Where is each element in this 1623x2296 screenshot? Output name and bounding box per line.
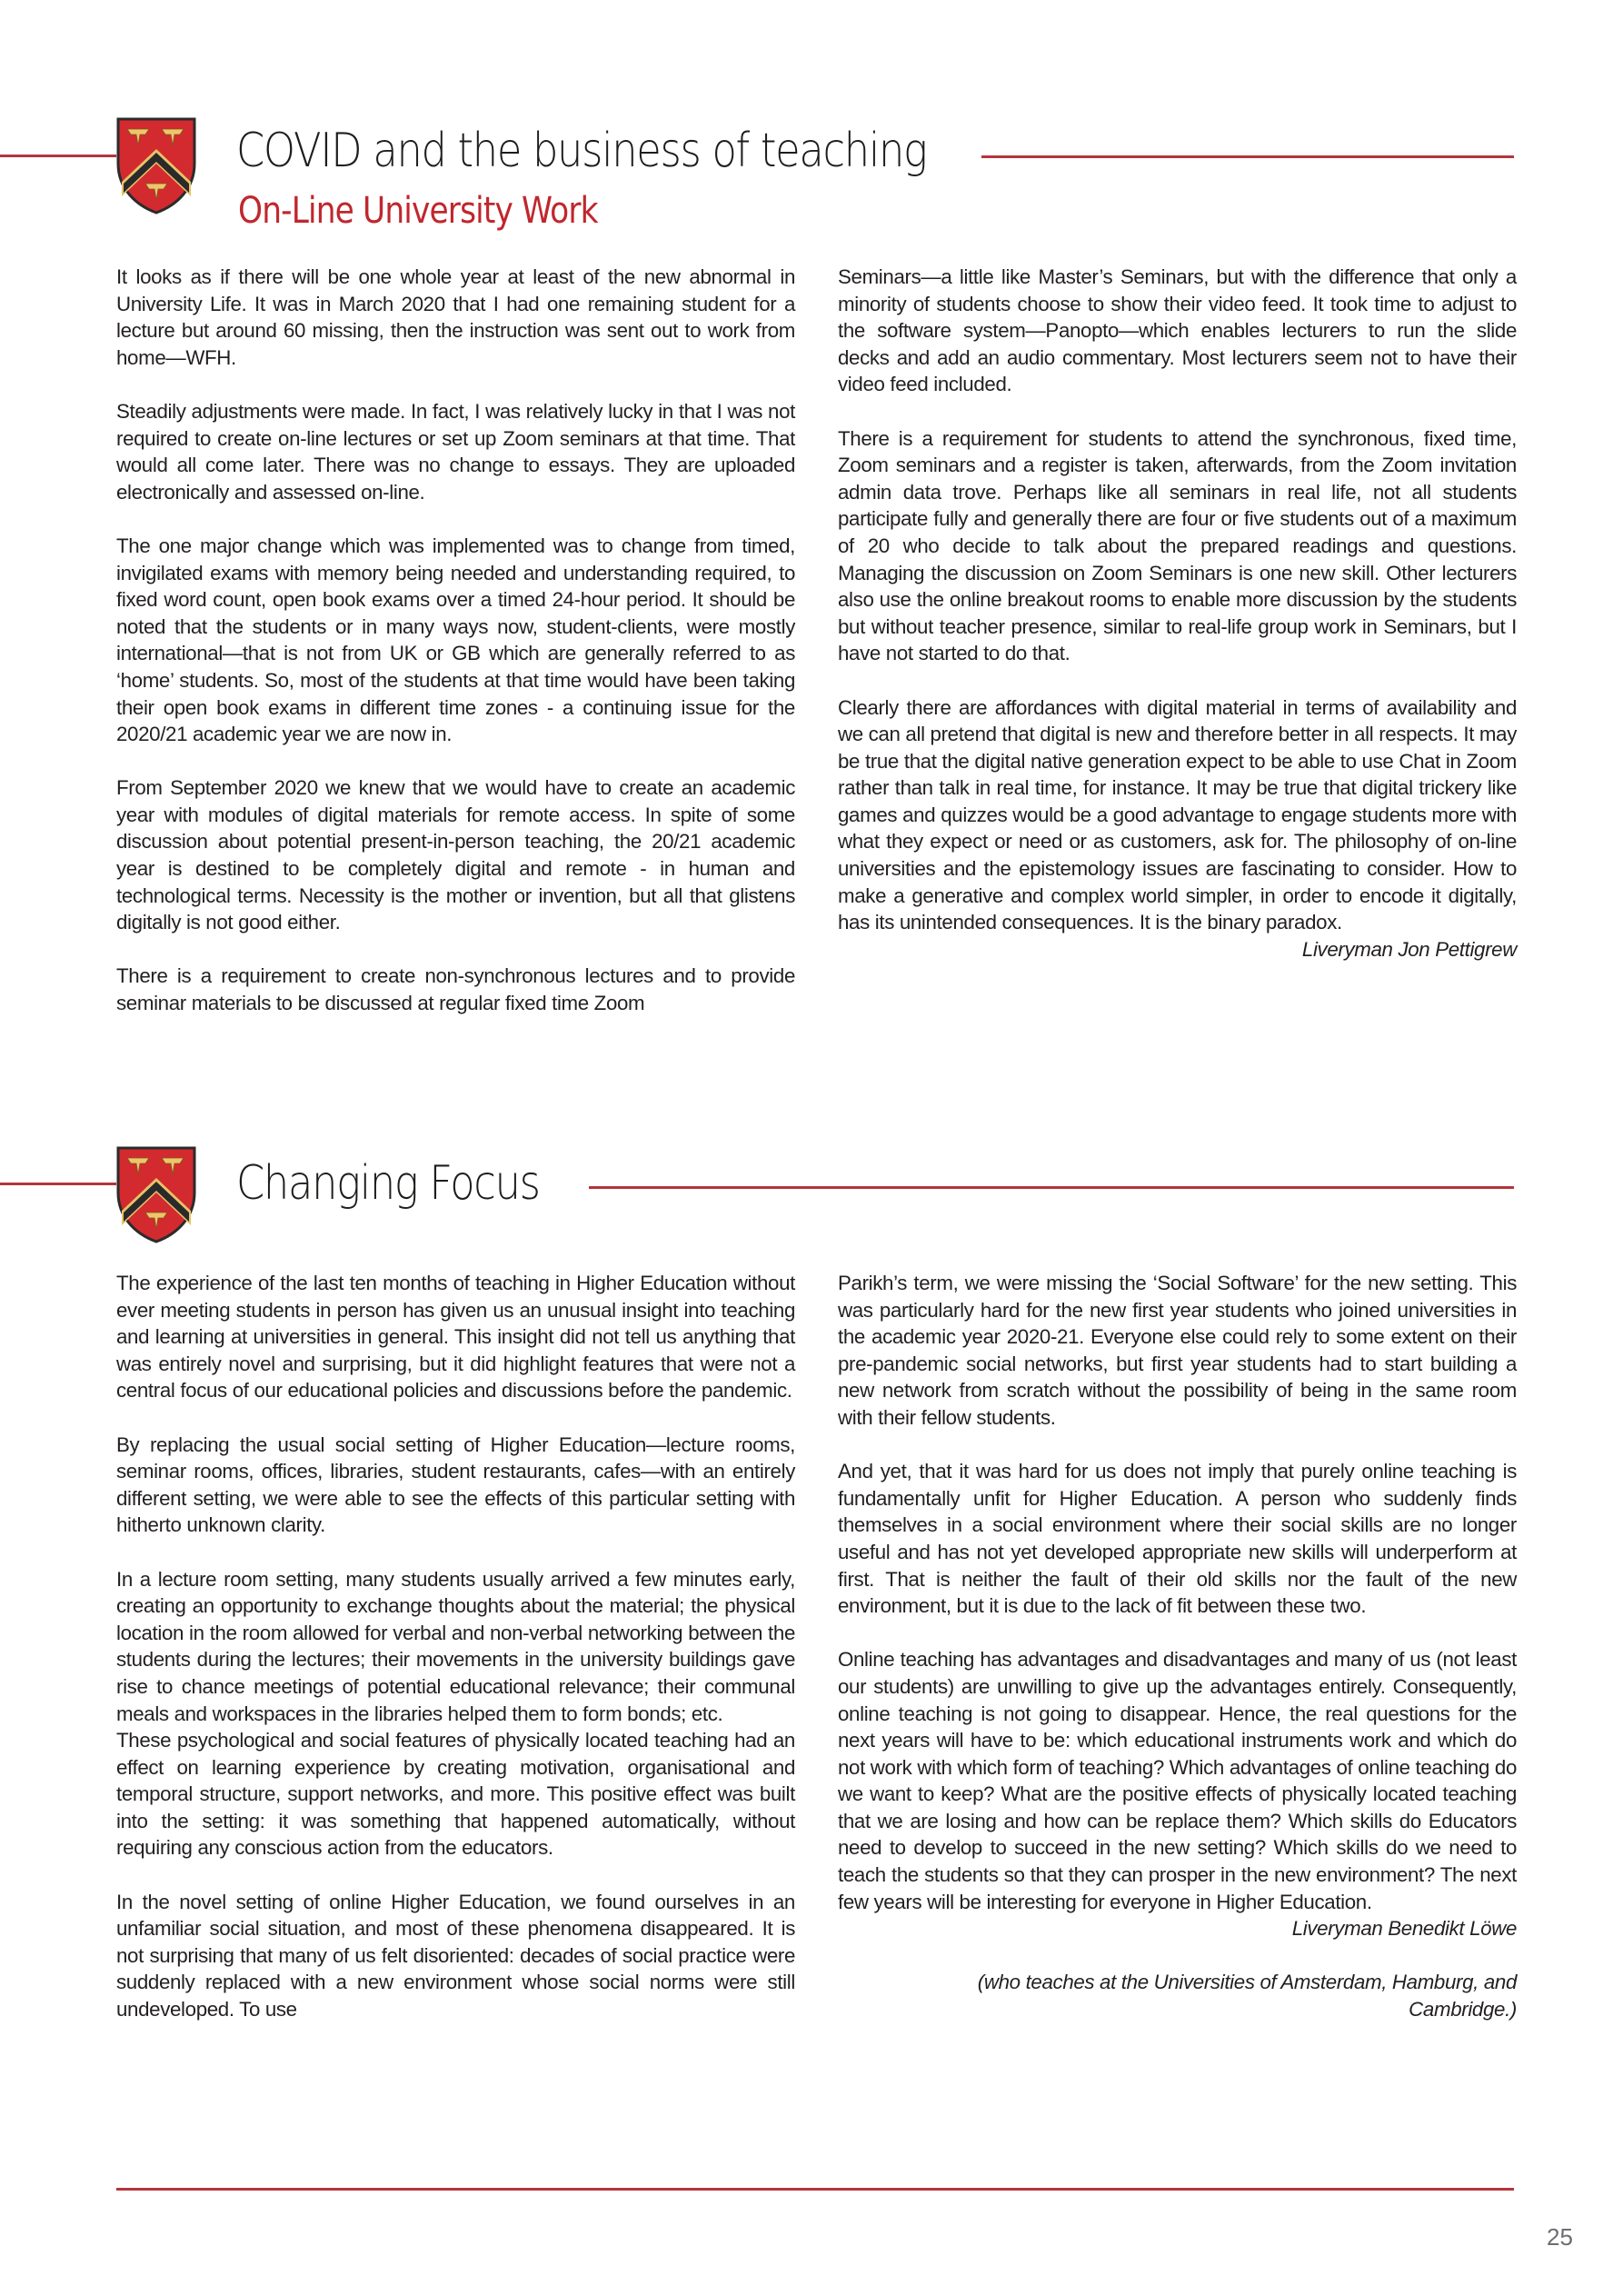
section1-right-rule — [981, 155, 1514, 158]
paragraph: In the novel setting of online Higher Education, we found ourselves in an unfamiliar social situation, and most of these phenomena disappeared. It is not surprising that many of us felt disoriented: decades of social practice were suddenly replaced with a new environment whose social norms were still undeveloped. To use — [116, 1890, 795, 2021]
section1-title: COVID and the business of teaching — [236, 124, 927, 178]
paragraph: From September 2020 we knew that we would have to create an academic year with modules of digital materials for remote access. In spite of some discussion about potential present-in-person teaching, the 20/21 academic year is destined to be completely digital and remote - in human and technological terms. Necessity is the mother or invention, but all that glistens digitally is not good either. — [116, 776, 795, 934]
paragraph: And yet, that it was hard for us does not imply that purely online teaching is fundamentally unfit for Higher Education. A person who suddenly finds themselves in a social environment where their social skills are no longer useful and has not yet developed appropriate new skills will underperform at first. That is neither the fault of their old skills nor the fault of the new environment, but it is due to the lack of fit between these two. — [838, 1460, 1517, 1618]
paragraph: There is a requirement to create non-synchronous lectures and to provide seminar materials to be discussed at regular fixed time Zoom — [116, 964, 795, 1015]
section2-left-column — [116, 1270, 795, 2023]
paragraph: In a lecture room setting, many students usually arrived a few minutes early, creating an opportunity to exchange thoughts about the material; the physical location in the room allowed for verbal and non-verbal networking between the students during the lectures; their movements in the university buildings gave rise to chance meetings of potential educational relevance; their communal meals and workspaces in the libraries helped them to form bonds; etc. — [116, 1567, 795, 1725]
author-signature: Liveryman Jon Pettigrew — [1301, 937, 1517, 961]
section2-title: Changing Focus — [236, 1156, 540, 1211]
paragraph: These psychological and social features of physically located teaching had an effect on learning experience by creating motivation, organisational and temporal structure, support networks, and more. This positive effect was built into the setting: it was something that happened automatically, without requiring any conscious action from the educators. — [116, 1729, 795, 1860]
section1-subtitle: On-Line University Work — [238, 190, 598, 232]
footer-rule — [116, 2188, 1514, 2191]
paragraph: The one major change which was implemented was to change from timed, invigilated exams with memory being needed and understanding required, to fixed word count, open book exams over a timed 24-hour period. It should be noted that the students or in many ways now, student-clients, were mostly international—that is not from UK or GB which are generally referred to as ‘home’ students. So, most of the students at that time would have been taking their open book exams in different time zones - a continuing issue for the 2020/21 academic year we are now in. — [116, 534, 795, 746]
paragraph: It looks as if there will be one whole year at least of the new abnormal in University Life. It was in March 2020 that I had one remaining student for a lecture but around 60 missing, then the instruction was sent out to work from home—WFH. — [116, 265, 795, 369]
section2-right-rule — [589, 1186, 1514, 1189]
author-signature: Liveryman Benedikt Löwe — [1291, 1917, 1517, 1941]
paragraph: There is a requirement for students to attend the synchronous, fixed time, Zoom seminars and a register is taken, afterwards, from the Zoom invitation admin data trove. Perhaps like all seminars in real life, not all students participate fully and generally there are four or five students out of a maximum of 20 who decide to talk about the prepared readings and questions. Managing the discussion on Zoom Seminars is one new skill. Other lecturers also use the online breakout rooms to enable more discussion by the students but without teacher presence, similar to real-life group work in Seminars, but I have not started to do that. — [838, 426, 1517, 665]
coat-of-arms-crest-icon — [115, 1145, 198, 1243]
coat-of-arms-crest-icon — [115, 116, 198, 215]
section2-right-column — [838, 1270, 1517, 2050]
paragraph: Online teaching has advantages and disadvantages and many of us (not least our students) are unwilling to give up the advantages entirely. Consequently, online teaching is not going to disappear. Hence, the real questions for the next years will have to be: which educational instruments work and which do not work with which form of teaching? Which advantages of online teaching do we want to keep? What are the positive effects of physically located teaching that we are losing and how can be replace them? Which skills do Educators need to develop to succeed in the new setting? Which skills do we need to teach the students so that they can prosper in the new environment? The next few years will be interesting for everyone in Higher Education. — [838, 1648, 1517, 1913]
paragraph: By replacing the usual social setting of Higher Education—lecture rooms, seminar rooms, offices, libraries, student restaurants, cafes—with an entirely different setting, we were able to see the effects of this particular setting with hitherto unknown clarity. — [116, 1433, 795, 1537]
section2-left-rule — [0, 1183, 116, 1185]
section1-right-column — [838, 264, 1517, 990]
page-number: 25 — [1547, 2223, 1573, 2251]
author-affiliation-note: (who teaches at the Universities of Amsterdam, Hamburg, and Cambridge.) — [977, 1971, 1517, 2021]
paragraph: The experience of the last ten months of teaching in Higher Education without ever meeting students in person has given us an unusual insight into teaching and learning at universities in general. This insight did not tell us anything that was entirely novel and surprising, but it did highlight features that were not a central focus of our educational policies and discussions before the pandemic. — [116, 1272, 795, 1403]
section1-left-rule — [0, 155, 116, 157]
section1-left-column — [116, 264, 795, 1017]
paragraph: Clearly there are affordances with digital material in terms of availability and we can all pretend that digital is new and therefore better in all respects. It may be true that the digital native generation expect to be able to use Chat in Zoom rather than talk in real time, for instance. It may be true that digital trickery like games and quizzes would be a good advantage to engage students more with what they expect or need or as customers, ask for. The philosophy of on-line universities and the epistemology issues are fascinating to consider. How to make a generative and complex world simpler, in order to encode it digitally, has its unintended consequences. It is the binary paradox. — [838, 695, 1517, 934]
paragraph: Seminars—a little like Master’s Seminars, but with the difference that only a minority of students choose to show their video feed. It took time to adjust to the software system—Panopto—which enables lecturers to run the slide decks and add an audio commentary. Most lecturers seem not to have their video feed included. — [838, 265, 1517, 396]
paragraph: Parikh’s term, we were missing the ‘Social Software’ for the new setting. This was particularly hard for the new first year students who joined universities in the academic year 2020-21. Everyone else could rely to some extent on their pre-pandemic social networks, but first year students had to start building a new network from scratch without the possibility of being in the same room with their fellow students. — [838, 1272, 1517, 1429]
paragraph: Steadily adjustments were made. In fact, I was relatively lucky in that I was not required to create on-line lectures or set up Zoom seminars at that time. That would all come later. There was no change to essays. They are uploaded electronically and assessed on-line. — [116, 399, 795, 504]
